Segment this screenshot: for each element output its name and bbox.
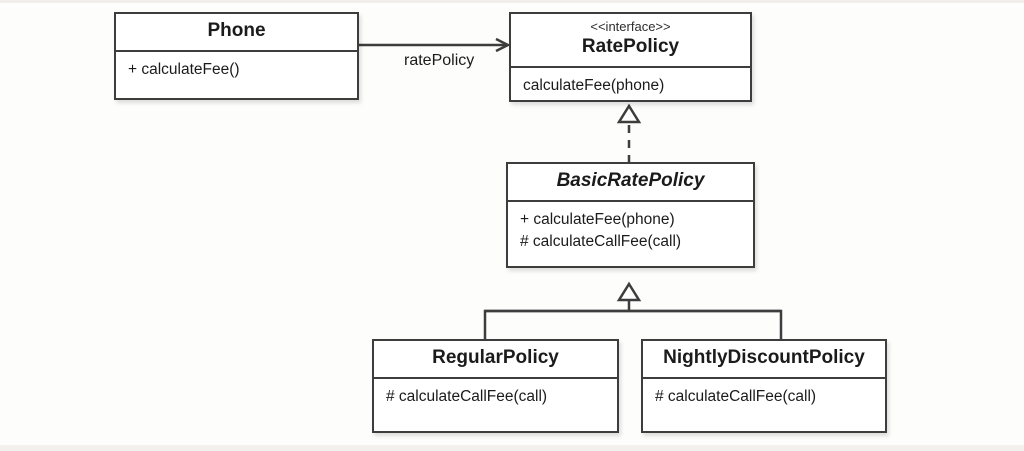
class-name-phone: Phone <box>207 20 266 41</box>
page-edge-bottom <box>0 445 1024 451</box>
class-members-ratepolicy <box>511 68 750 105</box>
class-name-nightlydiscountpolicy: NightlyDiscountPolicy <box>663 347 865 368</box>
class-box-basicratepolicy[interactable] <box>506 162 755 268</box>
class-header-nightlydiscountpolicy <box>643 341 885 377</box>
background-bleed-text <box>760 42 764 57</box>
member-item: # calculateCallFee(call) <box>520 232 682 250</box>
class-members-nightlydiscountpolicy <box>643 379 885 416</box>
class-name-ratepolicy: RatePolicy <box>581 35 680 57</box>
member-item: + calculateFee(phone) <box>520 210 675 228</box>
class-name-regularpolicy: RegularPolicy <box>432 347 559 368</box>
class-members-basicratepolicy <box>508 202 753 261</box>
class-members-phone <box>116 52 357 89</box>
class-box-ratepolicy[interactable] <box>509 12 752 102</box>
page-edge-top <box>0 0 1024 3</box>
class-box-regularpolicy[interactable] <box>372 339 619 433</box>
class-box-nightlydiscountpolicy[interactable] <box>641 339 887 433</box>
class-members-regularpolicy <box>374 379 617 416</box>
member-item: # calculateCallFee(call) <box>386 387 548 405</box>
class-header-phone <box>116 14 357 50</box>
member-item: calculateFee(phone) <box>523 76 665 94</box>
stereotype-label-ratepolicy: <<interface>> <box>590 19 671 34</box>
class-header-ratepolicy <box>511 14 750 66</box>
class-header-regularpolicy <box>374 341 617 377</box>
class-header-basicratepolicy <box>508 164 753 200</box>
class-box-phone[interactable] <box>114 12 359 100</box>
member-item: # calculateCallFee(call) <box>655 387 817 405</box>
member-item: + calculateFee() <box>128 60 240 78</box>
class-name-basicratepolicy: BasicRatePolicy <box>556 170 705 191</box>
edge-label-ratepolicy: ratePolicy <box>404 52 475 69</box>
